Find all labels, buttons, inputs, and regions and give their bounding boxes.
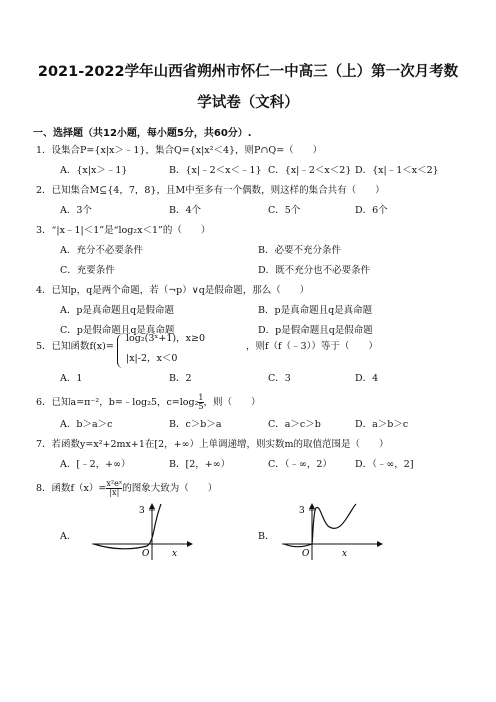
q7-option-d: D．（﹣∞，2] bbox=[355, 459, 414, 470]
q7-stem: 7．若函数y=x²+2mx+1在[2，+∞）上单调递增，则实数m的取值范围是（ ） bbox=[36, 439, 389, 450]
graph-a-curve bbox=[94, 504, 161, 549]
graph-b-x-label: x bbox=[342, 549, 348, 559]
q1-option-d: D．{x|﹣1＜x＜2} bbox=[355, 165, 439, 176]
q6-option-d: D．a＞b＞c bbox=[355, 419, 409, 430]
q5-lead: 5．已知函数f(x)= bbox=[36, 341, 114, 352]
q1-option-a: A．{x|x＞﹣1} bbox=[60, 165, 128, 176]
q4-option-b: B．p是真命题且q是真命题 bbox=[258, 305, 373, 316]
q6-option-b: B．c＞b＞a bbox=[169, 419, 222, 430]
q3-option-b: B．必要不充分条件 bbox=[258, 245, 341, 256]
q3-option-c: C．充要条件 bbox=[60, 265, 115, 276]
q2-stem: 2．已知集合M⊆{4，7，8}，且M中至多有一个偶数，则这样的集合共有（ ） bbox=[36, 185, 385, 196]
q5-option-a: A．1 bbox=[60, 373, 83, 384]
q5-option-b: B．2 bbox=[169, 373, 192, 384]
graph-a-x-label: x bbox=[172, 549, 178, 559]
q8-lead: 8．函数f（x）= bbox=[36, 483, 107, 494]
q5-case2: |x|-2，x＜0 bbox=[126, 353, 178, 364]
q8-graph-a bbox=[92, 500, 202, 562]
q5-option-d: D．4 bbox=[355, 373, 379, 384]
q4-stem: 4．已知p，q是两个命题，若（¬p）∨q是假命题，那么（ ） bbox=[36, 285, 310, 296]
q8-graph-b bbox=[282, 500, 392, 562]
q5-piecewise-brace bbox=[117, 334, 124, 368]
q1-option-c: C．{x|﹣2＜x＜2} bbox=[268, 165, 352, 176]
graph-a-origin: O bbox=[142, 549, 150, 559]
q6-stem bbox=[36, 394, 261, 411]
q6-stem-a: 6．已知a=π⁻²，b=﹣log₂5，c=log₂ bbox=[36, 397, 199, 408]
section-heading: 一、选择题（共12小题，每小题5分，共60分）. bbox=[33, 128, 252, 139]
q6-option-a: A．b＞a＞c bbox=[60, 419, 113, 430]
q6-frac-den: 5 bbox=[198, 402, 204, 411]
q2-option-d: D．6个 bbox=[355, 205, 388, 216]
q5-case1: log₂(3ˣ+1)，x≥0 bbox=[126, 333, 205, 344]
graph-b-y-label: 3 bbox=[299, 506, 305, 516]
q6-frac-num: 1 bbox=[198, 393, 204, 402]
q5-option-c: C．3 bbox=[268, 373, 291, 384]
q7-option-a: A．[﹣2，+∞） bbox=[60, 459, 131, 470]
q6-stem-b: ，则（ ） bbox=[203, 397, 261, 408]
exam-title-line1: 2021-2022学年山西省朔州市怀仁一中高三（上）第一次月考数 bbox=[37, 64, 459, 80]
q2-option-b: B．4个 bbox=[169, 205, 202, 216]
graph-b-origin: O bbox=[302, 549, 310, 559]
q7-option-c: C．（﹣∞，2） bbox=[268, 459, 332, 470]
q8-option-a-label: A． bbox=[60, 531, 77, 542]
q8-frac-num: x²eˣ bbox=[106, 479, 123, 488]
graph-a-y-label: 3 bbox=[139, 506, 145, 516]
q1-stem: 1．设集合P={x|x＞﹣1}，集合Q={x|x²＜4}，则P∩Q=（ ） bbox=[36, 145, 323, 156]
q8-stem bbox=[36, 480, 217, 497]
q2-option-c: C．5个 bbox=[268, 205, 301, 216]
q2-option-a: A．3个 bbox=[60, 205, 92, 216]
q3-option-d: D．既不充分也不必要条件 bbox=[258, 265, 371, 276]
q8-frac-den: |x| bbox=[106, 488, 122, 497]
q6-option-c: C．a＞c＞b bbox=[268, 419, 321, 430]
q8-fraction bbox=[106, 480, 122, 497]
q8-tail: 的图象大致为（ ） bbox=[122, 483, 218, 494]
exam-title-line2: 学试卷（文科） bbox=[197, 95, 299, 111]
q3-option-a: A．充分不必要条件 bbox=[60, 245, 143, 256]
q4-option-c: C．p是假命题且q是真命题 bbox=[60, 325, 175, 336]
q4-option-d: D．p是假命题且q是假命题 bbox=[258, 325, 373, 336]
q5-tail: ，则f（f（﹣3））等于（ ） bbox=[246, 341, 378, 352]
q8-option-b-label: B． bbox=[258, 531, 275, 542]
graph-b-curve-right bbox=[312, 504, 356, 544]
q3-stem: 3．“|x﹣1|＜1”是“log₂x＜1”的（ ） bbox=[36, 225, 211, 236]
q4-option-a: A．p是真命题且q是假命题 bbox=[60, 305, 175, 316]
q7-option-b: B．[2，+∞） bbox=[169, 459, 231, 470]
q1-option-b: B．{x|﹣2＜x＜﹣1} bbox=[169, 165, 262, 176]
